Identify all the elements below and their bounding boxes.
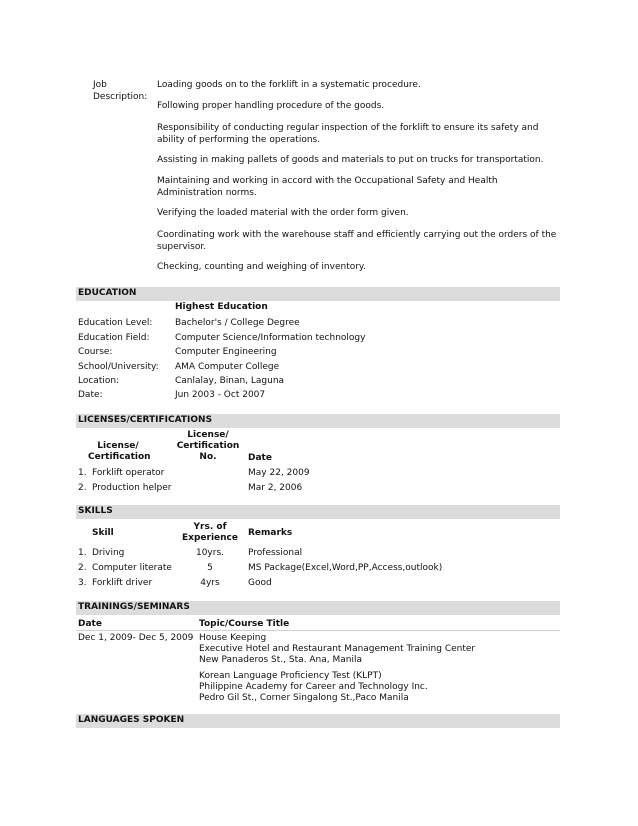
skills-heading: SKILLS [78, 506, 113, 516]
duty-item: Following proper handling procedure of the goods. [157, 101, 385, 111]
license-no-col-header: License/ Certification No. [176, 430, 240, 462]
duty-item: Responsibility of conducting regular inspection of the forklift to ensure its safety and ability of performing the operations. [157, 123, 539, 145]
education-label: Location: [78, 376, 120, 386]
duty-item: Assisting in making pallets of goods and materials to put on trucks for transportation. [157, 155, 544, 165]
training-date-col-header: Date [78, 619, 102, 629]
languages-heading: LANGUAGES SPOKEN [78, 715, 185, 725]
training-line: Philippine Academy for Career and Technology Inc. [199, 682, 428, 692]
education-value: Computer Science/Information technology [175, 333, 366, 343]
license-col-header: License/ Certification [88, 441, 151, 462]
licenses-header [76, 414, 560, 428]
education-label: Education Field: [78, 333, 150, 343]
skill-name: Computer literate [92, 563, 172, 573]
languages-header [76, 714, 560, 728]
education-subheading: Highest Education [175, 302, 268, 312]
education-value: Bachelor's / College Degree [175, 318, 300, 328]
education-value: Computer Engineering [175, 347, 277, 357]
skill-row-num: 2. [78, 563, 87, 573]
duty-item: Coordinating work with the warehouse staff and efficiently carrying out the orders of the supervisor. [157, 230, 557, 252]
training-line: Korean Language Proficiency Test (KLPT) [199, 671, 382, 681]
skill-years: 10yrs. [195, 548, 225, 558]
remarks-col-header: Remarks [248, 528, 293, 538]
license-row-num: 2. [78, 483, 87, 493]
licenses-heading: LICENSES/CERTIFICATIONS [78, 415, 213, 425]
skills-header [76, 505, 560, 519]
duty-item: Verifying the loaded material with the order form given. [157, 208, 409, 218]
trainings-header [76, 601, 560, 615]
education-header [76, 287, 560, 301]
training-line: House Keeping [199, 633, 267, 643]
education-label: Education Level: [78, 318, 153, 328]
license-row-num: 1. [78, 468, 87, 478]
training-date: Dec 1, 2009- Dec 5, 2009 [78, 633, 194, 643]
skill-col-header: Skill [92, 528, 114, 538]
skill-row-num: 3. [78, 578, 87, 588]
license-name: Production helper [92, 483, 172, 493]
education-label: Date: [78, 390, 103, 400]
education-value: AMA Computer College [175, 362, 280, 372]
skill-years: 5 [207, 563, 213, 573]
license-date: May 22, 2009 [248, 468, 310, 478]
job-description-label: Job Description: [93, 80, 148, 102]
education-label: School/University: [78, 362, 159, 372]
education-heading: EDUCATION [78, 288, 137, 298]
education-value: Canlalay, Binan, Laguna [175, 376, 285, 386]
skill-remarks: MS Package(Excel,Word,PP,Access,outlook) [248, 563, 443, 573]
duty-item: Maintaining and working in accord with the Occupational Safety and Health Administration norms. [157, 176, 498, 198]
skill-name: Driving [92, 548, 125, 558]
skill-row-num: 1. [78, 548, 87, 558]
training-topic-col-header: Topic/Course Title [199, 619, 290, 629]
training-line: Pedro Gil St., Corner Singalong St.,Paco Manila [199, 693, 409, 703]
license-date: Mar 2, 2006 [248, 483, 303, 493]
training-line: Executive Hotel and Restaurant Management Training Center [199, 644, 476, 654]
duty-item: Checking, counting and weighing of inventory. [157, 262, 366, 272]
divider [76, 630, 560, 631]
training-line: New Panaderos St., Sta. Ana, Manila [199, 655, 362, 665]
skill-remarks: Professional [248, 548, 303, 558]
education-value: Jun 2003 - Oct 2007 [175, 390, 266, 400]
education-label: Course: [78, 347, 113, 357]
experience-col-header: Yrs. of Experience [182, 522, 238, 543]
trainings-heading: TRAININGS/SEMINARS [78, 602, 190, 612]
skill-remarks: Good [248, 578, 272, 588]
duty-item: Loading goods on to the forklift in a systematic procedure. [157, 80, 421, 90]
skill-years: 4yrs [200, 578, 220, 588]
license-date-col-header: Date [248, 453, 272, 463]
license-name: Forklift operator [92, 468, 165, 478]
skill-name: Forklift driver [92, 578, 153, 588]
